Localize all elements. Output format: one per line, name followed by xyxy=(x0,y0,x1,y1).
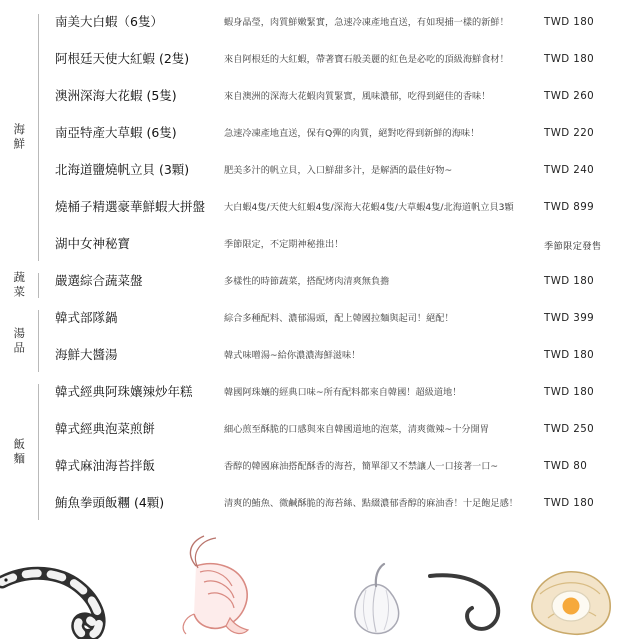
category-items-soup xyxy=(39,304,640,378)
menu-item-price: TWD 80 xyxy=(544,460,588,472)
menu-item-description: 大白蝦4隻/天使大紅蝦4隻/深海大花蝦4隻/大草蝦4隻/北海道帆立貝3顆 xyxy=(224,202,514,213)
category-block-seafood xyxy=(0,8,640,267)
menu-item-name: 燒桶子精選豪華鮮蝦大拼盤 xyxy=(55,199,206,214)
menu-item-row[interactable] xyxy=(39,8,640,45)
menu-item-description: 肥美多汁的帆立貝，入口鮮甜多汁，是解酒的最佳好物~ xyxy=(224,165,453,176)
menu-item-description: 來自阿根廷的大紅蝦，帶著寶石般美麗的紅色是必吃的頂級海鮮食材！ xyxy=(224,54,509,65)
menu-item-price: TWD 399 xyxy=(544,312,595,324)
menu-item-description: 多樣性的時節蔬菜，搭配烤肉清爽無負擔 xyxy=(224,276,390,287)
category-label-vegetables-text: 蔬菜 xyxy=(12,271,27,300)
menu-item-price: TWD 180 xyxy=(544,16,595,28)
category-items-rice-noodles xyxy=(39,378,640,526)
menu-item-description: 蝦身晶瑩，肉質鮮嫩緊實，急速冷凍產地直送，有如現捕一樣的新鮮！ xyxy=(224,17,509,28)
menu-item-row[interactable] xyxy=(39,341,640,378)
category-label-soup xyxy=(0,304,38,378)
category-label-soup-text: 湯品 xyxy=(12,326,27,356)
category-label-rice-noodles xyxy=(0,378,38,526)
menu-item-description: 香醇的韓國麻油搭配酥香的海苔，簡單卻又不禁讓人一口接著一口~ xyxy=(224,461,499,472)
menu-item-row[interactable] xyxy=(39,267,640,304)
shrimp-illustration xyxy=(183,536,248,634)
menu-item-row[interactable] xyxy=(39,378,640,415)
menu-item-name: 鮪魚拳頭飯糰 (4顆) xyxy=(55,495,165,510)
menu-item-description: 韓式味噌湯~給你濃濃海鮮滋味！ xyxy=(224,350,361,361)
menu-item-description: 清爽的鮪魚、微鹹酥脆的海苔絲、點綴濃郁香醇的麻油香！十足飽足感！ xyxy=(224,498,518,509)
menu-item-price: TWD 250 xyxy=(544,423,595,435)
menu-item-price: TWD 240 xyxy=(544,164,595,176)
category-label-seafood xyxy=(0,8,38,267)
menu-item-row[interactable] xyxy=(39,304,640,341)
menu-item-description: 綜合多種配料、濃郁湯頭，配上韓國拉麵與起司！絕配！ xyxy=(224,313,454,324)
menu-item-price: TWD 260 xyxy=(544,90,595,102)
menu-item-row[interactable] xyxy=(39,45,640,82)
menu-item-name: 南美大白蝦（6隻） xyxy=(55,14,163,29)
menu-item-name: 澳洲深海大花蝦 (5隻) xyxy=(55,88,177,103)
menu-item-description: 韓國阿珠孃的經典口味~所有配料都來自韓國！超級道地！ xyxy=(224,387,462,398)
menu-item-price: TWD 899 xyxy=(544,201,595,213)
menu-item-row[interactable] xyxy=(39,119,640,156)
menu-item-price: TWD 180 xyxy=(544,386,595,398)
menu-item-row[interactable] xyxy=(39,82,640,119)
category-block-vegetables xyxy=(0,267,640,304)
menu-item-description: 細心煎至酥脆的口感與來自韓國道地的泡菜，清爽微辣~十分開胃 xyxy=(224,424,489,435)
category-block-rice-noodles xyxy=(0,378,640,526)
menu-item-price: TWD 180 xyxy=(544,349,595,361)
menu-item-name: 北海道鹽燒帆立貝 (3顆) xyxy=(55,162,190,177)
category-label-seafood-text: 海鮮 xyxy=(12,123,27,152)
eel-illustration xyxy=(2,573,99,635)
eel-tail-illustration xyxy=(430,575,498,629)
category-items-seafood xyxy=(39,8,640,267)
category-items-vegetables xyxy=(39,267,640,304)
menu-item-name: 海鮮大醬湯 xyxy=(55,347,118,362)
menu-item-name: 湖中女神秘寶 xyxy=(55,236,131,251)
menu-item-row[interactable] xyxy=(39,415,640,452)
menu-item-row[interactable] xyxy=(39,193,640,230)
menu-item-price: TWD 180 xyxy=(544,275,595,287)
menu-item-price: TWD 180 xyxy=(544,497,595,509)
menu-item-row[interactable] xyxy=(39,156,640,193)
menu-item-name: 韓式經典阿珠孃辣炒年糕 xyxy=(55,384,193,399)
footer-illustration-strip xyxy=(0,520,640,639)
menu-item-name: 韓式部隊鍋 xyxy=(55,310,118,325)
menu-item-name: 阿根廷天使大紅蝦 (2隻) xyxy=(55,51,190,66)
category-label-rice-noodles-text: 飯麵 xyxy=(12,437,27,467)
menu-item-name: 韓式經典泡菜煎餅 xyxy=(55,421,156,436)
menu-item-price: TWD 220 xyxy=(544,127,595,139)
garlic-illustration xyxy=(355,564,399,634)
menu-item-price: TWD 180 xyxy=(544,53,595,65)
menu-item-price: 季節限定發售 xyxy=(544,241,602,252)
category-label-vegetables xyxy=(0,267,38,304)
menu-item-description: 季節限定，不定期神秘推出！ xyxy=(224,239,344,250)
menu-item-row[interactable] xyxy=(39,452,640,489)
category-block-soup xyxy=(0,304,640,378)
menu-item-name: 嚴選綜合蔬菜盤 xyxy=(55,273,143,288)
scallop-illustration xyxy=(532,572,610,634)
menu-item-description: 來自澳洲的深海大花蝦肉質緊實，風味濃郁，吃得到絕佳的香味！ xyxy=(224,91,491,102)
menu-item-name: 韓式麻油海苔拌飯 xyxy=(55,458,156,473)
menu-item-description: 急速冷凍產地直送，保有Q彈的肉質，絕對吃得到新鮮的海味！ xyxy=(224,128,480,139)
menu-item-name: 南亞特產大草蝦 (6隻) xyxy=(55,125,177,140)
menu-item-row[interactable] xyxy=(39,230,640,267)
